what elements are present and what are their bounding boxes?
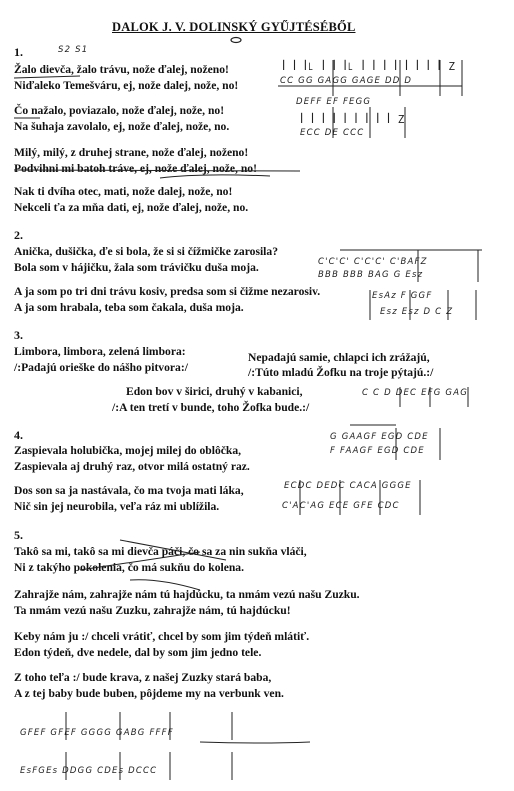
margin-note: S2 S1 (58, 45, 89, 55)
song-2-line-2: Bola som v hájičku, žala som trávičku duša moja. (14, 261, 259, 274)
song-1-rhythm-a: ꟾ ꟾ ꟾ꜖ ꟾ ꟾ ꟾ꜖ ꟾ ꟾ ꟾ ꟾ ꟾ ꟾ ꟾ ꟾ Z (282, 60, 456, 73)
song-3-bottom-line-2: /:A ten tretí v bunde, toho Žofka bude.:/ (112, 401, 310, 414)
song-5-line-2: Ni z takýho pokolenia, čo má sukňu do kolena. (14, 561, 244, 574)
song-3-left-line-2: /:Padajú orieške do nášho pitvora:/ (14, 361, 188, 374)
song-5-line-8: A z tej baby bude buben, pôjdeme my na verbunk ven. (14, 687, 284, 700)
song-4-notes-c: ECDC DEDC CACA GGGE (284, 481, 412, 491)
song-2-line-1: Anička, dušička, ďe si bola, že si si čížmičke zarosila? (14, 245, 278, 258)
song-3-bottom-line-1: Edon bov v širici, druhý v kabanici, (126, 385, 303, 398)
song-1-notes-a: CC GG GAGG GAGE DD D (280, 76, 413, 86)
song-2-notes-d: Esz Esz D C Z (380, 307, 454, 317)
song-1-number: 1. (14, 45, 23, 59)
song-4-notes-a: G GAAGF EGD CDE (330, 432, 429, 442)
song-4-line-3: Dos son sa ja nastávala, čo ma tvoja mati láka, (14, 484, 244, 497)
song-3-number: 3. (14, 328, 23, 342)
song-5-notes-b: EsFGEs DDGG CDEs DCCC (20, 766, 158, 776)
song-1-line-4: Na šuhaja zavolalo, ej, nože ďalej, nože, no. (14, 120, 230, 133)
song-4-notes-b: F FAAGF EGD CDE (330, 446, 425, 456)
song-2-notes-a: C'C'C' C'C'C' C'BAFZ (318, 257, 428, 267)
song-5-line-1: Takô sa mi, takô sa mi dievča páči, čo sa za nin sukňa vláči, (14, 545, 307, 558)
song-1-line-6: Podvihni mi batoh tráve, ej, nože ďalej, nože, no! (14, 162, 257, 175)
song-3-left-line-1: Limbora, limbora, zelená limbora: (14, 345, 186, 358)
song-1-notes-c: ECC DE CCC (300, 128, 365, 138)
song-5-number: 5. (14, 528, 23, 542)
song-5-notes-a: GFEF GFEF GGGG GABG FFFF (20, 728, 174, 738)
song-4-number: 4. (14, 428, 23, 442)
song-4-notes-d: C'AC'AG ECE GFE CDC (282, 501, 400, 511)
song-1-rhythm-b: ꟾ ꟾ ꟾ ꟾ ꟾ ꟾ ꟾ ꟾ ꟾ Z (300, 113, 405, 126)
song-5-line-3: Zahrajže nám, zahrajže nám tú hajdúcku, ta nmám vezú našu Zuzku. (14, 588, 360, 601)
song-5-line-4: Ta nmám vezú našu Zuzku, zahrajže nám, tú hajdúcku! (14, 604, 291, 617)
song-5-line-7: Z toho teľa :/ bude krava, z našej Zuzky stará baba, (14, 671, 272, 684)
song-5-line-5: Keby nám ju :/ chceli vrátiť, chcel by som jim týdeň mlátiť. (14, 630, 310, 643)
song-1-line-7: Nak ti dvíha otec, mati, nože dalej, nože, no! (14, 185, 233, 198)
song-5-line-6: Edon týdeň, dve nedele, dal by som jim jedno tele. (14, 646, 262, 659)
song-1-line-8: Nekceli ťa za mňa dati, ej, nože ďalej, nože, no. (14, 201, 249, 214)
song-1-line-2: Niďaleko Temešváru, ej, nože dalej, nože, no! (14, 79, 239, 92)
song-2-line-4: A ja som hrabala, teba som čakala, duša moja. (14, 301, 244, 314)
song-1-line-5: Milý, milý, z druhej strane, nože ďalej, noženo! (14, 146, 249, 159)
song-3-right-line-2: /:Túto mladú Žofku na troje pýtajú.:/ (248, 366, 434, 379)
song-3-notes: C C D DEC EFG GAG (362, 388, 469, 398)
page-title: DALOK J. V. DOLINSKÝ GYŰJTÉSÉBŐL (112, 20, 356, 34)
song-2-notes-b: BBB BBB BAG G Esz (318, 270, 424, 280)
song-4-line-1: Zaspievala holubička, mojej milej do oblôčka, (14, 444, 242, 457)
song-1-notes-b: DEFF EF FEGG (296, 97, 372, 107)
song-2-line-3: A ja som po tri dni trávu kosiv, predsa som si čižme nezarosiv. (14, 285, 321, 298)
song-2-number: 2. (14, 228, 23, 242)
song-4-line-2: Zaspievala aj druhý raz, otvor milá ostatný raz. (14, 460, 250, 473)
song-3-right-line-1: Nepadajú samie, chlapci ich zrážajú, (248, 351, 430, 364)
song-1-line-1: Žalo dievča, žalo trávu, nože ďalej, noženo! (14, 63, 229, 76)
song-2-notes-c: EsAz F GGF (372, 291, 433, 301)
song-1-line-3: Čo nažalo, poviazalo, nože ďalej, nože, no! (14, 104, 225, 117)
song-4-line-4: Nič sin jej neurobila, veľa ráz mi ublížila. (14, 500, 220, 513)
